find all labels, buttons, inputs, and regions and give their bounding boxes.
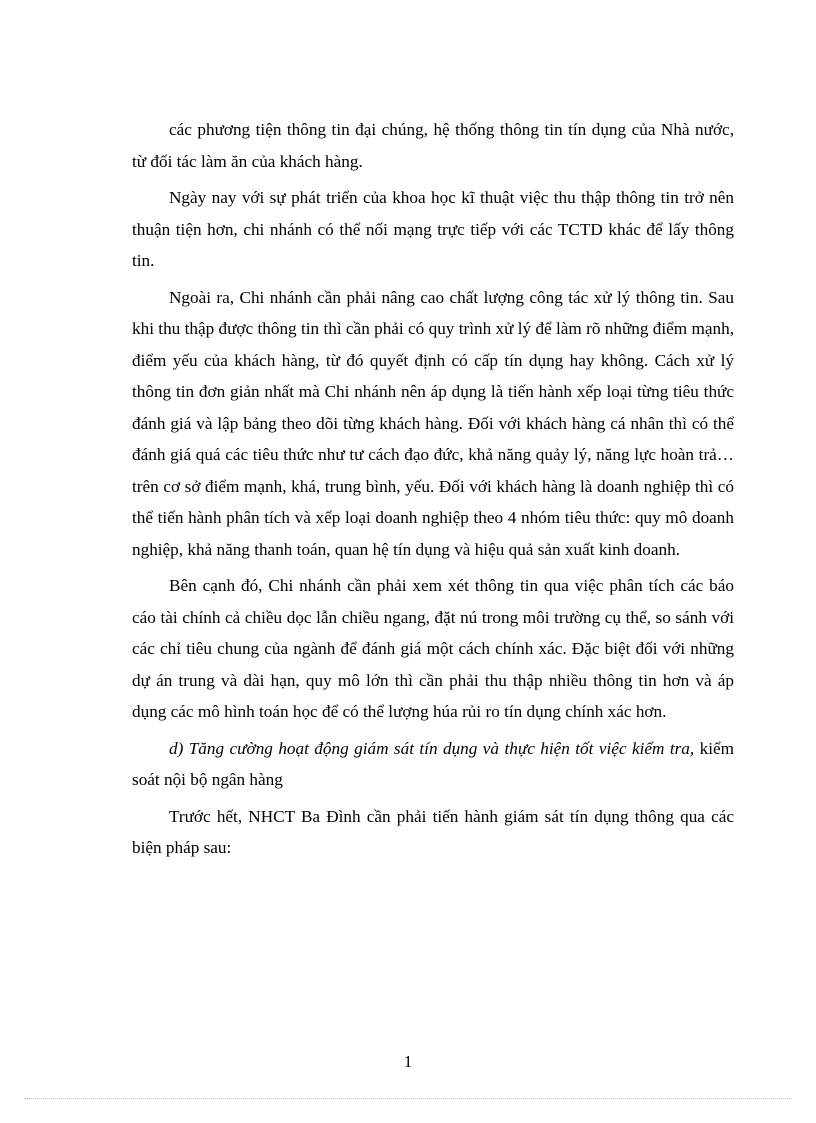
section-heading-italic: d) Tăng cường hoạt động giám sát tín dụng và thực hiện tốt việc kiểm tra,: [169, 738, 695, 758]
page-number: 1: [403, 1052, 413, 1071]
document-body: [132, 114, 734, 869]
paragraph-technology: Ngày nay với sự phát triển của khoa học kĩ thuật việc thu thập thông tin trở nên thuận tiện hơn, chi nhánh có thể nối mạng trực tiếp với các TCTD khác để lấy thông tin.: [132, 188, 734, 270]
paragraph-supervision-measures: Trước hết, NHCT Ba Đình cần phải tiến hành giám sát tín dụng thông qua các biện pháp sau:: [132, 806, 734, 857]
paragraph-info-sources: các phương tiện thông tin đại chúng, hệ thống thông tin tín dụng của Nhà nước, từ đối tác làm ăn của khách hàng.: [132, 120, 734, 171]
section-heading-rest: kiểm soát nội bộ ngân hàng: [132, 738, 734, 789]
paragraph-financial-analysis: Bên cạnh đó, Chi nhánh cần phải xem xét thông tin qua việc phân tích các báo cáo tài chính cả chiều dọc lẫn chiều ngang, đặt nú trong môi trường cụ thể, so sánh với các chỉ tiêu chung của ngành để đánh giá một cách chính xác. Đặc biệt đối với những dự án trung và dài hạn, quy mô lớn thì cần phải thu thập nhiều thông tin hơn và áp dụng các mô hình toán học để có thể lượng húa rủi ro tín dụng chính xác hơn.: [132, 576, 734, 721]
page-bottom-divider: [24, 1098, 792, 1099]
section-heading: [132, 733, 734, 796]
paragraph-information-processing: Ngoài ra, Chi nhánh cần phải nâng cao chất lượng công tác xử lý thông tin. Sau khi thu thập được thông tin thì cần phải có quy trình xử lý để làm rõ những điểm mạnh, điểm yếu của khách hàng, từ đó quyết định có cấp tín dụng hay không. Cách xử lý thông tin đơn giản nhất mà Chi nhánh nên áp dụng là tiến hành xếp loại từng tiêu thức đánh giá và lập bảng theo dõi từng khách hàng. Đối với khách hàng cá nhân thì có thể đánh giá quá các tiêu thức như tư cách đạo đức, khả năng quảy lý, năng lực hoàn trả… trên cơ sở điểm mạnh, khá, trung bình, yếu. Đối với khách hàng là doanh nghiệp thì có thể tiến hành phân tích và xếp loại doanh nghiệp theo 4 nhóm tiêu thức: quy mô doanh nghiệp, khả năng thanh toán, quan hệ tín dụng và hiệu quả sản xuất kinh doanh.: [132, 287, 734, 559]
